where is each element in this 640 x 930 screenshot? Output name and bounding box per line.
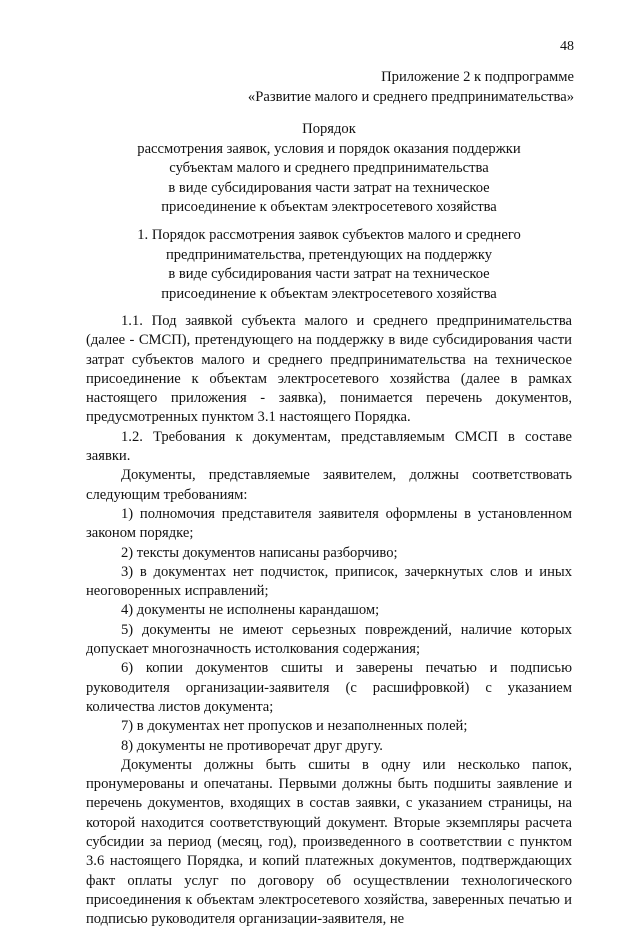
appendix-line: Приложение 2 к подпрограмме: [381, 69, 574, 85]
paragraph: Документы, представляемые заявителем, должны соответствовать следующим требованиям:: [86, 467, 572, 503]
title-line: субъектам малого и среднего предпринимательства: [169, 160, 489, 176]
body-text: [86, 312, 572, 930]
list-item: 7) в документах нет пропусков и незаполненных полей;: [121, 718, 468, 735]
list-item: 5) документы не имеют серьезных повреждений, наличие которых допускает многозначность истолкования содержания;: [86, 621, 572, 658]
appendix-line: «Развитие малого и среднего предпринимательства»: [247, 89, 574, 105]
list-item: 6) копии документов сшиты и заверены печатью и подписью руководителя организации-заявителя (с расшифровкой) с указанием количества листов документа;: [86, 660, 572, 715]
page-number: 48: [560, 39, 574, 54]
paragraph: Документы должны быть сшиты в одну или несколько папок, пронумерованы и опечатаны. Первыми должны быть подшиты заявление и перечень документов, входящих в состав заявки, с указанием страницы, на которой находится соответствующий документ. Вторые экземпляры расчета субсидии за период (месяц, год), произведенного в соответствии с пунктом 3.6 настоящего Порядка, и копий платежных документов, подтверждающих факт оплаты услуг по договору об осуществлении технологического присоединения к объектам электросетевого хозяйства, заверенных печатью и подписью руководителя организации-заявителя, не: [86, 756, 572, 928]
paragraph: 1.1. Под заявкой субъекта малого и среднего предпринимательства (далее - СМСП), претендующего на поддержку в виде субсидирования части затрат субъектов малого и среднего предпринимательства на техническое присоединение к объектам электросетевого хозяйства (далее в рамках настоящего приложения - заявка), понимается перечень документов, предусмотренных пунктом 3.1 настоящего Порядка.: [86, 313, 572, 426]
title-line: рассмотрения заявок, условия и порядок оказания поддержки: [137, 140, 521, 157]
list-item: 1) полномочия представителя заявителя оформлены в установленном законом порядке;: [86, 505, 572, 542]
section-heading-line: 1. Порядок рассмотрения заявок субъектов малого и среднего: [137, 227, 521, 243]
list-item: 4) документы не исполнены карандашом;: [121, 602, 380, 619]
title-line: присоединение к объектам электросетевого хозяйства: [161, 199, 497, 215]
list-item: 3) в документах нет подчисток, приписок, зачеркнутых слов и иных неоговоренных исправлений;: [86, 563, 572, 600]
document-title: [86, 120, 572, 218]
paragraph: 1.2. Требования к документам, представляемым СМСП в составе заявки.: [86, 428, 572, 465]
title-line: в виде субсидирования части затрат на техническое: [168, 179, 490, 196]
title-heading: Порядок: [302, 121, 356, 137]
section-heading: [86, 226, 572, 304]
section-heading-line: в виде субсидирования части затрат на техническое: [168, 266, 490, 282]
list-item: 2) тексты документов написаны разборчиво;: [121, 544, 398, 561]
section-heading-line: предпринимательства, претендующих на поддержку: [165, 246, 493, 263]
appendix-header: [248, 67, 574, 107]
section-heading-line: присоединение к объектам электросетевого хозяйства: [161, 285, 497, 302]
list-item: 8) документы не противоречат друг другу.: [121, 737, 383, 754]
